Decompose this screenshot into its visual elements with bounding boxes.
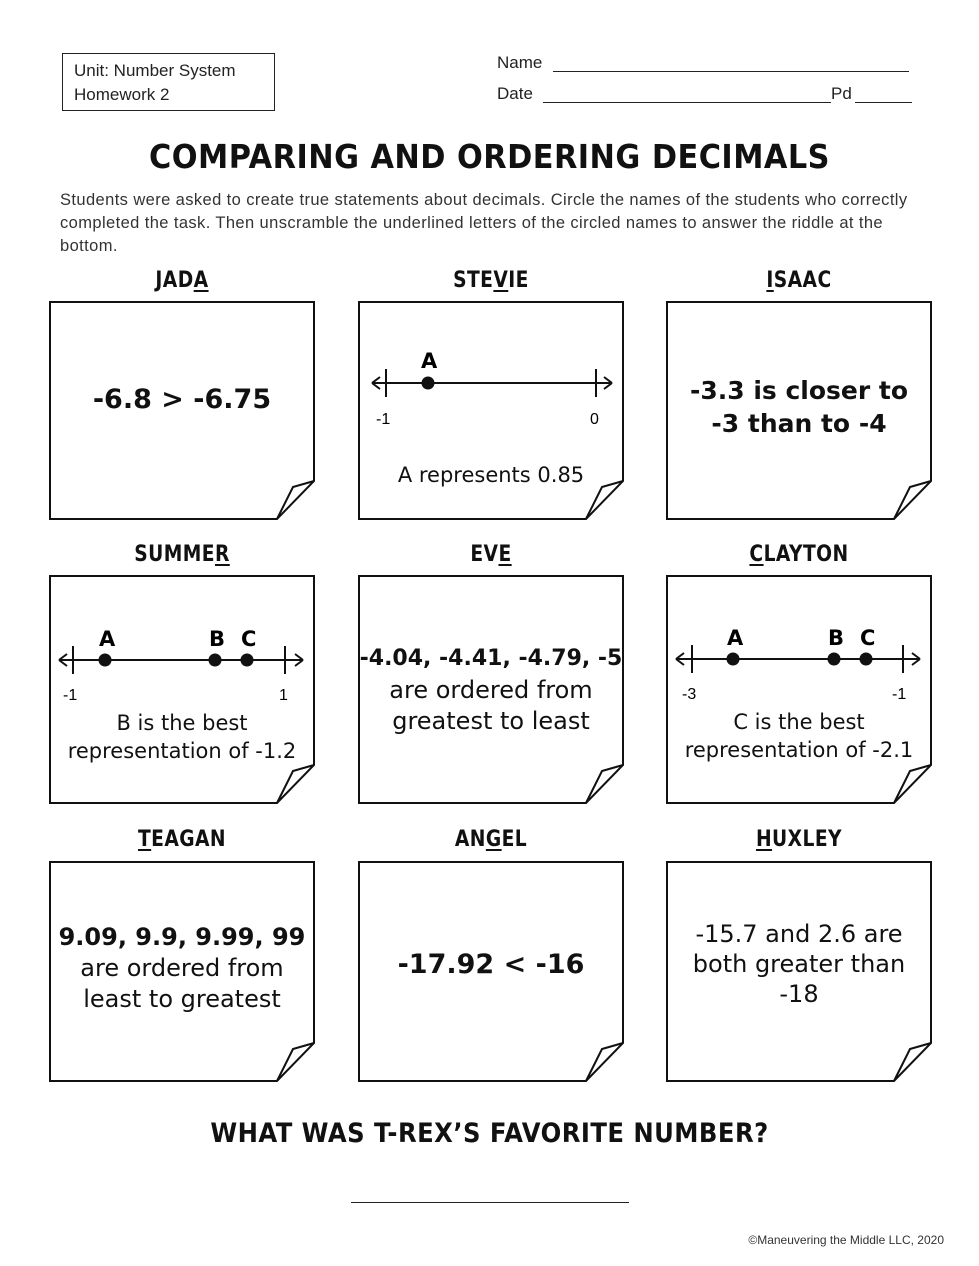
point-c-label: C [860,626,876,650]
point-a-label: A [727,626,744,650]
name-part: STE [453,268,494,293]
name-part: LAYTON [763,542,849,567]
student-name-angel[interactable] [378,827,604,852]
statement-card-teagan [49,861,315,1080]
underlined-letter: G [485,827,502,852]
statement-card-angel [358,861,624,1080]
student-name-jada[interactable] [69,268,295,293]
student-name-stevie[interactable] [378,268,604,293]
left-tick-label: -3 [682,686,697,703]
point-c [241,654,254,667]
statement-text-1: C is the best [733,710,865,734]
pd-field[interactable] [855,102,912,103]
point-a-label: A [421,349,438,373]
statement-text-1: 9.09, 9.9, 9.99, 99 [58,923,306,951]
unit-info-box [62,53,275,111]
date-field[interactable] [543,102,831,103]
date-label: Date [497,84,533,103]
statement-text-1: B is the best [116,711,248,735]
student-name-huxley[interactable] [686,827,912,852]
underlined-letter: H [755,827,773,852]
point-c-label: C [241,627,257,651]
point-a-label: A [99,627,116,651]
student-name-eve[interactable] [378,542,604,567]
underlined-letter: T [137,827,152,852]
point-b [828,653,841,666]
statement-card-jada [49,301,315,520]
statement-text-2: are ordered from [80,954,284,982]
underlined-letter: E [498,542,512,567]
name-part: IE [508,268,529,293]
number-line [358,301,624,441]
number-line [666,575,932,715]
statement-text: A represents 0.85 [397,463,585,487]
statement-card-summer [49,575,315,794]
point-b [209,654,222,667]
statement-card-stevie [358,301,624,520]
statement-text-3: -18 [779,980,819,1008]
statement-card-clayton [666,575,932,794]
homework-label: Homework 2 [74,85,170,104]
student-name-teagan[interactable] [69,827,295,852]
number-line [49,575,315,715]
statement-text-2: representation of -2.1 [684,738,914,762]
statement-text: -6.8 > -6.75 [92,384,272,415]
name-part: SUMME [134,542,215,567]
name-part: EL [501,827,528,852]
name-part: EAGAN [151,827,227,852]
unit-label: Unit: Number System [74,61,236,80]
underlined-letter: R [214,542,230,567]
student-name-clayton[interactable] [686,542,912,567]
name-field[interactable] [553,71,909,72]
name-label: Name [497,53,543,72]
name-part: AN [454,827,486,852]
underlined-letter: V [493,268,509,293]
riddle-answer-field[interactable] [351,1202,629,1203]
statement-text-3: greatest to least [392,707,590,735]
underlined-letter: A [193,268,209,293]
name-part: EV [470,542,499,567]
point-b-label: B [209,627,226,651]
student-name-summer[interactable] [69,542,295,567]
point-a [727,653,740,666]
statement-text-2: representation of -1.2 [67,739,297,763]
student-name-isaac[interactable] [686,268,912,293]
statement-text: -17.92 < -16 [397,949,585,980]
instructions: Students were asked to create true statements about decimals. Circle the names of the students who correctly completed the task. Then unscramble the underlined letters of the circled names to answer the riddle at the bottom. [60,191,908,255]
right-tick-label: 1 [279,687,288,704]
point-c [860,653,873,666]
left-tick-label: -1 [376,411,391,428]
statement-card-eve [358,575,624,794]
pd-label: Pd [831,84,852,103]
statement-text-2: -3 than to -4 [711,409,887,438]
name-part: JAD [155,268,194,293]
statement-text-1: -3.3 is closer to [689,376,909,405]
statement-text-3: least to greatest [83,985,281,1013]
statement-card-isaac [666,301,932,520]
name-part: UXLEY [772,827,843,852]
right-tick-label: 0 [590,411,599,428]
underlined-letter: I [766,268,774,293]
statement-text-2: are ordered from [389,676,593,704]
page-title: COMPARING AND ORDERING DECIMALS [149,137,830,176]
underlined-letter: C [749,542,764,567]
copyright: ©Maneuvering the Middle LLC, 2020 [748,1233,944,1247]
statement-text-2: both greater than [692,950,906,978]
right-tick-label: -1 [892,686,907,703]
riddle-question: WHAT WAS T-REX’S FAVORITE NUMBER? [210,1118,769,1149]
point-a [422,377,435,390]
statement-card-huxley [666,861,932,1080]
point-b-label: B [828,626,845,650]
point-a [99,654,112,667]
name-part: SAAC [773,268,832,293]
statement-text-1: -4.04, -4.41, -4.79, -5 [359,646,623,671]
statement-text-1: -15.7 and 2.6 are [695,920,903,948]
left-tick-label: -1 [63,687,78,704]
